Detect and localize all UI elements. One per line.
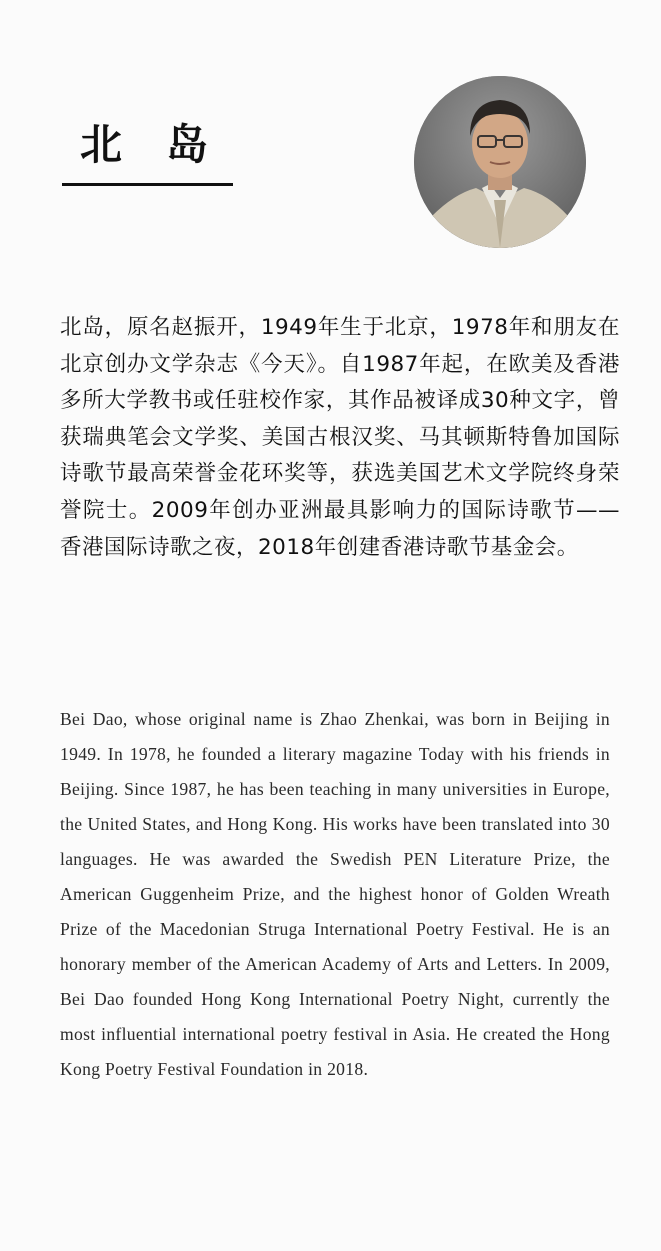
portrait-photo bbox=[414, 76, 586, 248]
title-underline bbox=[62, 183, 233, 186]
bio-chinese: 北岛，原名赵振开，1949年生于北京，1978年和朋友在北京创办文学杂志《今天》。自1987年起，在欧美及香港多所大学教书或任驻校作家，其作品被译成30种文字，曾获瑞典笔会文学奖、美国古根汉奖、马其顿斯特鲁加国际诗歌节最高荣誉金花环奖等，获选美国艺术文学院终身荣誉院士。2009年创办亚洲最具影响力的国际诗歌节——香港国际诗歌之夜，2018年创建香港诗歌节基金会。 bbox=[60, 315, 620, 560]
page-title: 北岛 bbox=[80, 120, 253, 169]
bio-english: Bei Dao, whose original name is Zhao Zhenkai, was born in Beijing in 1949. In 1978, he founded a literary magazine Today with his friends in Beijing. Since 1987, he has been teaching in many universities in Europe, the United States, and Hong Kong. His works have been translated into 30 languages. He was awarded the Swedish PEN Literature Prize, the American Guggenheim Prize, and the highest honor of Golden Wreath Prize of the Macedonian Struga International Poetry Festival. He is an honorary member of the American Academy of Arts and Letters. In 2009, Bei Dao founded Hong Kong International Poetry Night, currently the most influential international poetry festival in Asia. He created the Hong Kong Poetry Festival Foundation in 2018. bbox=[60, 709, 610, 1079]
portrait-icon bbox=[414, 76, 586, 248]
